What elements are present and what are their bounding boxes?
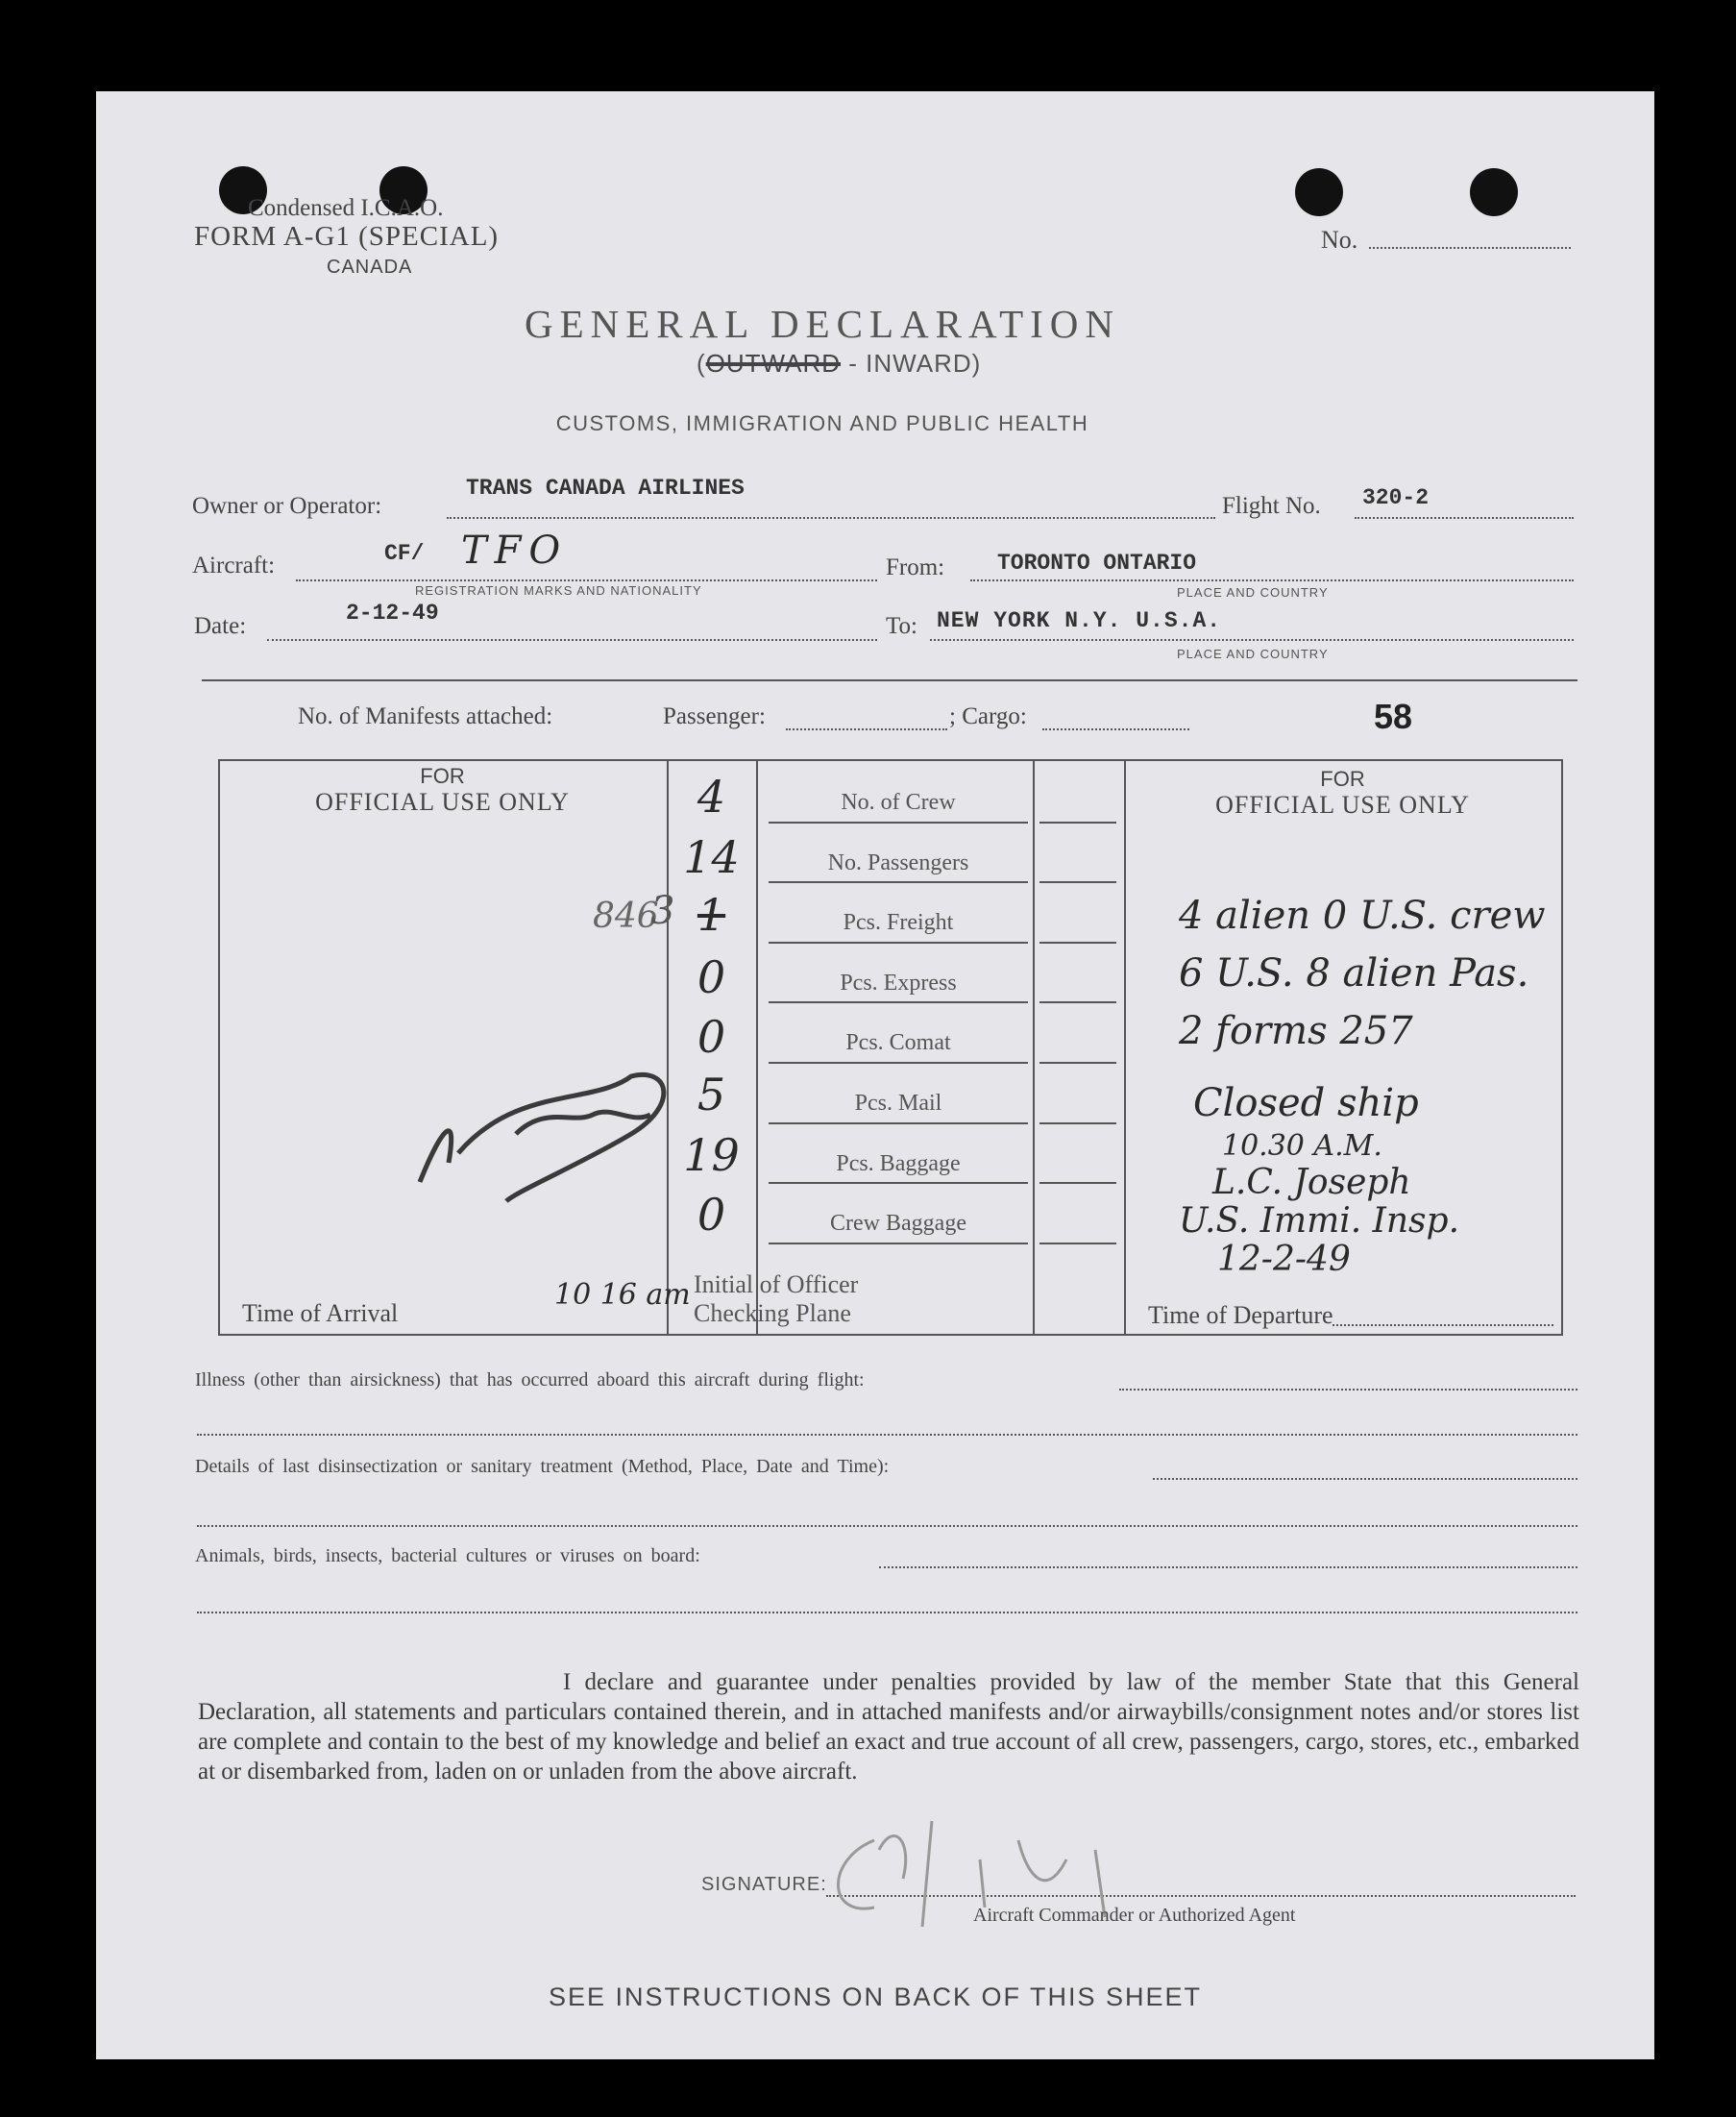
owner-line: [447, 517, 1215, 519]
freight-count: 1: [697, 889, 726, 941]
number-line: [1369, 247, 1571, 249]
from-caption: PLACE AND COUNTRY: [1177, 585, 1329, 600]
to-caption: PLACE AND COUNTRY: [1177, 647, 1329, 661]
row-line: [1039, 1182, 1116, 1184]
punch-hole: [1470, 168, 1518, 216]
punch-hole: [1295, 168, 1343, 216]
declaration-text: I declare and guarantee under penalties provided by law of the member State that this General Declaration, all statements and particulars contained therein, and in attached manifests and/or airwaybills/consignment notes and/or stores list are complete and contain to the best of my knowledge and belief an exact and true account of all crew, passengers, cargo, stores, etc., embarked at or disembarked from, laden on or unladen from the above aircraft.: [198, 1669, 1579, 1785]
note-line: L.C. Joseph: [1212, 1163, 1411, 1202]
cargo-line: [1042, 728, 1189, 730]
note-line: 4 alien 0 U.S. crew: [1179, 894, 1546, 938]
mail-count: 5: [697, 1069, 726, 1120]
officer-initials-scribble: [401, 1047, 689, 1211]
disinsection-line: [1153, 1478, 1577, 1480]
form-country: CANADA: [327, 257, 413, 278]
arrival-value: 10 16 am: [554, 1278, 691, 1312]
table-top-border: [218, 759, 1563, 761]
aircraft-handwritten: TFO: [461, 529, 569, 573]
section-divider: [202, 679, 1577, 681]
row-line: [769, 1182, 1028, 1184]
arrival-label: Time of Arrival: [242, 1299, 399, 1327]
form-subheading: CUSTOMS, IMMIGRATION AND PUBLIC HEALTH: [555, 411, 1089, 435]
aircraft-caption: REGISTRATION MARKS AND NATIONALITY: [415, 583, 702, 598]
baggage-count: 19: [683, 1129, 740, 1181]
row-line: [1039, 822, 1116, 824]
back-instructions: SEE INSTRUCTIONS ON BACK OF THIS SHEET: [548, 1982, 1203, 2011]
from-label: From:: [886, 554, 945, 580]
row-line: [769, 1122, 1028, 1124]
row-line: [769, 1243, 1028, 1244]
crew-baggage-count: 0: [697, 1189, 726, 1241]
left-official-header2: OFFICIAL USE ONLY: [315, 788, 570, 816]
disinsection-line-2: [197, 1525, 1577, 1527]
table-right-border: [1561, 759, 1563, 1336]
illness-label: Illness (other than airsickness) that has occurred aboard this aircraft during flight:: [195, 1369, 865, 1391]
subtitle-open-paren: (: [697, 349, 706, 378]
date-value: 2-12-49: [346, 601, 439, 626]
note-line: 12-2-49: [1217, 1240, 1351, 1279]
owner-value: TRANS CANADA AIRLINES: [466, 476, 745, 501]
disinsection-label: Details of last disinsectization or sanitary treatment (Method, Place, Date and Time):: [195, 1456, 890, 1477]
row-line: [769, 1062, 1028, 1064]
subtitle-struck-outward: OUTWARD: [705, 349, 842, 378]
illness-line: [1119, 1389, 1577, 1391]
note-line: 10.30 A.M.: [1222, 1129, 1382, 1163]
row-line: [1039, 881, 1116, 883]
aircraft-line: [296, 579, 877, 581]
animals-label: Animals, birds, insects, bacterial cultures or viruses on board:: [195, 1545, 700, 1566]
table-divider: [1124, 759, 1126, 1336]
departure-label: Time of Departure: [1148, 1301, 1333, 1329]
to-value: NEW YORK N.Y. U.S.A.: [937, 608, 1222, 633]
cargo-label: ; Cargo:: [949, 703, 1027, 729]
animals-line-2: [197, 1612, 1577, 1613]
to-line: [930, 639, 1574, 641]
form-subtitle: [697, 349, 981, 379]
cargo-number: 58: [1374, 697, 1413, 736]
from-line: [970, 579, 1574, 581]
note-line: 2 forms 257: [1179, 1009, 1413, 1053]
note-line: 6 U.S. 8 alien Pas.: [1179, 951, 1529, 996]
passengers-label: No. Passengers: [827, 850, 969, 875]
form-code-line1: Condensed I.C.A.O.: [248, 195, 444, 221]
row-line: [1039, 1062, 1116, 1064]
form-code-line2: FORM A-G1 (SPECIAL): [194, 221, 500, 252]
baggage-label: Pcs. Baggage: [836, 1151, 961, 1176]
right-official-header1: FOR: [1320, 767, 1365, 791]
table-divider: [1033, 759, 1035, 1336]
passengers-count: 14: [683, 831, 740, 883]
comat-label: Pcs. Comat: [845, 1030, 951, 1055]
row-line: [769, 942, 1028, 944]
row-line: [1039, 942, 1116, 944]
form-title: GENERAL DECLARATION: [524, 302, 1120, 346]
declaration-form-page: [96, 91, 1654, 2059]
crew-label: No. of Crew: [841, 790, 956, 815]
row-line: [769, 822, 1028, 824]
initial-label-line1: Initial of Officer: [694, 1270, 859, 1298]
right-official-header2: OFFICIAL USE ONLY: [1215, 791, 1470, 819]
table-bottom-border: [218, 1334, 1563, 1336]
crew-baggage-label: Crew Baggage: [830, 1211, 966, 1236]
row-line: [769, 1001, 1028, 1003]
freight-label: Pcs. Freight: [843, 910, 954, 935]
flight-value: 320-2: [1362, 485, 1430, 510]
cargo-table: [218, 759, 1563, 1336]
note-line: Closed ship: [1193, 1081, 1419, 1125]
to-label: To:: [886, 613, 917, 639]
row-line: [1039, 1001, 1116, 1003]
crew-count: 4: [697, 771, 726, 823]
subtitle-inward: - INWARD): [848, 349, 982, 378]
from-value: TORONTO ONTARIO: [997, 551, 1197, 576]
left-official-header1: FOR: [420, 764, 465, 788]
flight-line: [1355, 517, 1574, 519]
number-label: No.: [1321, 226, 1358, 254]
mail-label: Pcs. Mail: [854, 1091, 942, 1116]
row-line: [1039, 1122, 1116, 1124]
express-count: 0: [697, 951, 726, 1003]
passenger-label: Passenger:: [663, 703, 766, 729]
animals-line: [879, 1566, 1577, 1568]
table-divider: [756, 759, 758, 1336]
flight-label: Flight No.: [1222, 493, 1321, 519]
row-line: [1039, 1243, 1116, 1244]
signature-label: SIGNATURE:: [701, 1874, 827, 1895]
manifests-label: No. of Manifests attached:: [298, 703, 553, 729]
row-line: [769, 881, 1028, 883]
comat-count: 0: [697, 1011, 726, 1063]
date-label: Date:: [194, 613, 247, 639]
aircraft-label: Aircraft:: [192, 553, 276, 578]
departure-line: [1333, 1324, 1553, 1326]
express-label: Pcs. Express: [840, 971, 957, 996]
freight-note: 846: [593, 897, 659, 936]
note-line: U.S. Immi. Insp.: [1179, 1201, 1460, 1241]
date-line: [267, 639, 877, 641]
owner-label: Owner or Operator:: [192, 493, 382, 519]
freight-struck: 3: [650, 889, 675, 933]
initial-label-line2: Checking Plane: [694, 1299, 851, 1327]
illness-line-2: [197, 1434, 1577, 1436]
signature-caption: Aircraft Commander or Authorized Agent: [973, 1905, 1296, 1926]
passenger-line: [786, 728, 947, 730]
aircraft-value: CF/: [384, 541, 425, 566]
table-left-border: [218, 759, 220, 1336]
